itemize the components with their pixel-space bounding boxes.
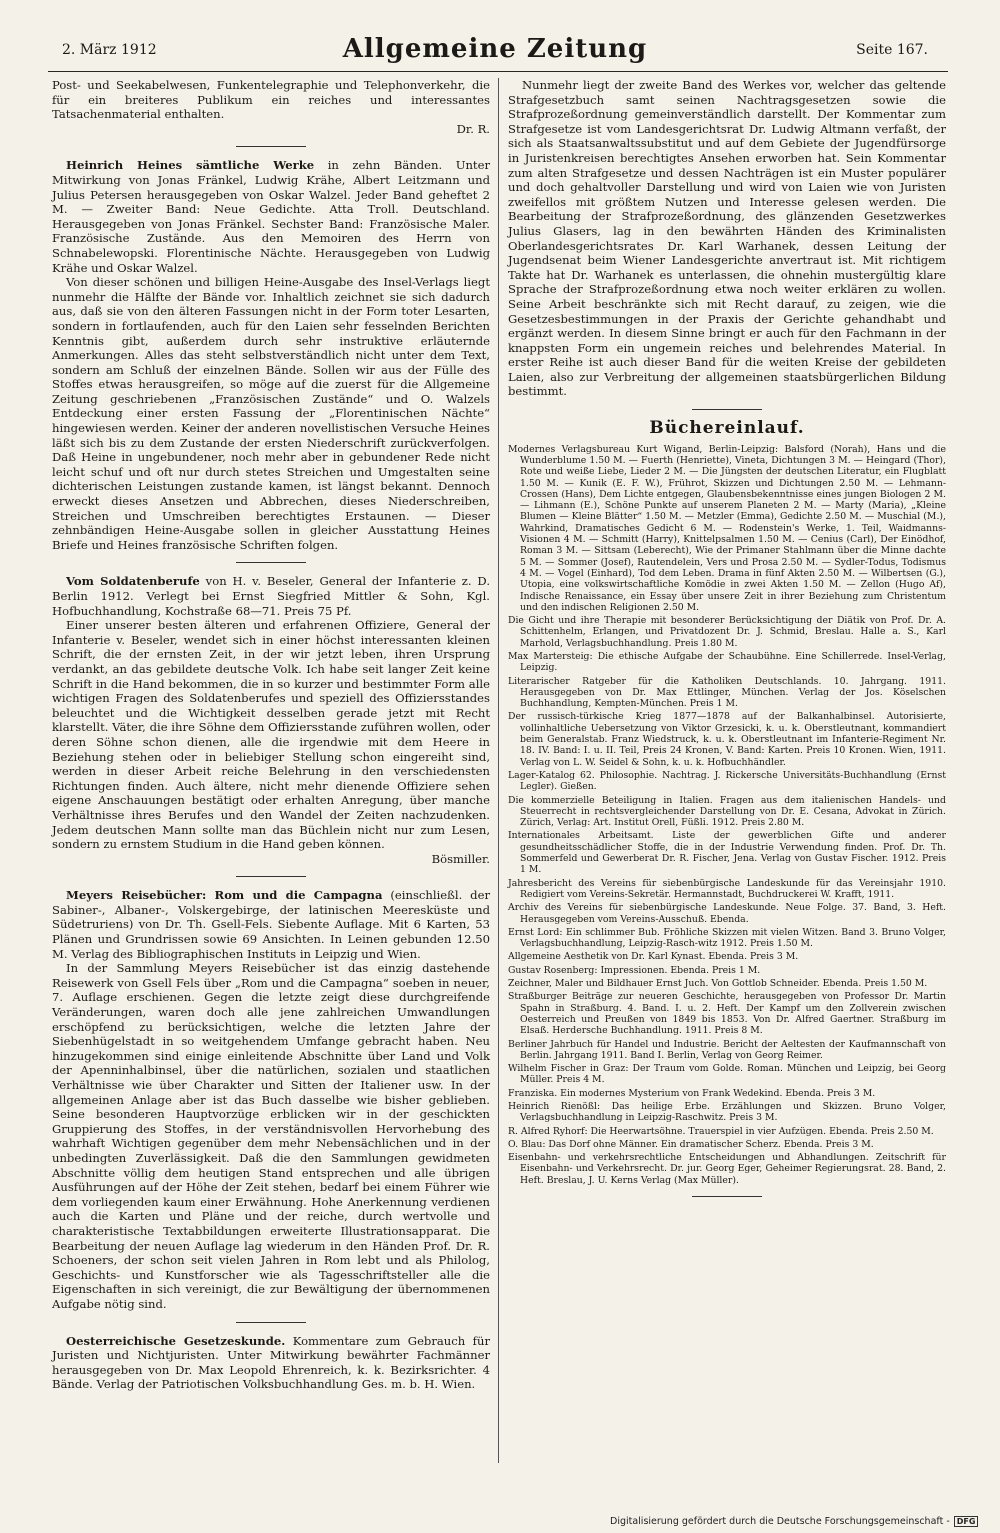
separator (236, 876, 306, 877)
soldat-review-header (52, 574, 490, 618)
soldat-title: Vom Soldatenberufe (66, 574, 200, 589)
book-entry: Die Gicht und ihre Therapie mit besonderer Berücksichtigung der Diätik von Prof. Dr. A. Schittenhelm, Erlangen, und Privatdozent Dr. J. Schmid, Breslau. Halle a. S., Karl Marhold, Verlagsbuchhandlung. Preis 1.80 M. (508, 615, 946, 649)
separator (692, 409, 762, 410)
book-entry: Franziska. Ein modernes Mysterium von Frank Wedekind. Ebenda. Preis 3 M. (508, 1087, 876, 1099)
book-entry: O. Blau: Das Dorf ohne Männer. Ein dramatischer Scherz. Ebenda. Preis 3 M. (508, 1138, 874, 1150)
separator (236, 562, 306, 563)
separator (236, 146, 306, 147)
soldat-review-body: Einer unserer besten älteren und erfahrenen Offiziere, General der Infanterie v. Beseler, wendet sich in einer höchst interessanten kleinen Schrift, die der ernsten Zeit, in der wir jetzt leben, ihren Ursprung verdankt, an das gebildete deutsche Volk. Ich habe seit langer Zeit keine Schrift in die Hand bekommen, die in so kurzer und bestimmter Form alle wichtigen Fragen des Soldatenberufes und speziell des Offiziersstandes beleuchtet und die Wichtigkeit desselben gerade jetzt mit Recht klarstellt. Väter, die ihre Söhne dem Offiziersstande zuführen wollen, oder deren Söhne schon dienen, alle die irgendwie mit dem Heere in Beziehung stehen oder in beliebiger Stellung schon eingereiht sind, werden in dieser Arbeit reiche Belehrung in den verschiedensten Richtungen finden. Auch ältere, nicht mehr dienende Offiziere sehen eigene Anschauungen bestätigt oder erhalten Anregung, über manche Verhältnisse ihres Berufes und den Wandel der Zeiten nachzudenken. Jedem deutschen Mann sollte man das Büchlein nicht nur zum Lesen, sondern zu ernstem Studium in die Hand geben können. (52, 618, 490, 852)
book-entry: Der russisch-türkische Krieg 1877—1878 auf der Balkanhalbinsel. Autorisierte, vollinhaltliche Uebersetzung von Viktor Grzesicki, k. u. k. Oberstleutnant, kommandiert beim Generalstab. Franz Wiedstruck, k. u. k. Oberstleutnant im Infanterie-Regiment Nr. 18. IV. Band: I. u. II. Teil, Preis 24 Kronen, V. Band: Karten. Preis 10 Kronen. Wien, 1911. Verlag von L. W. Seidel & Sohn, k. u. k. Hofbuchhändler. (508, 711, 946, 768)
book-entry: Max Martersteig: Die ethische Aufgabe der Schaubühne. Eine Schillerrede. Insel-Verlag, Leipzig. (508, 651, 946, 674)
oest-review-body: Nunmehr liegt der zweite Band des Werkes vor, welcher das geltende Strafgesetzbuch samt seinen Nachtragsgesetzen sowie die Strafprozeßordnung gemeinverständlich darstellt. Der Kommentar zum Strafgesetze ist vom Landesgerichtsrat Dr. Ludwig Altmann verfaßt, der sich als Staatsanwaltssubstitut und auf dem Gebiete der Jugendfürsorge in Juristenkreisen berechtigtes Ansehen erworben hat. Sein Kommentar zum alten Strafgesetze und dessen Nachträgen ist ein Muster populärer und doch gehaltvoller Darstellung und wird von Laien wie von Juristen zweifellos mit größtem Nutzen und Interesse gelesen werden. Die Bearbeitung der Strafprozeßordnung, des glänzenden Gesetzwerkes Julius Glasers, lag in den bewährten Händen des Kriminalisten Oberlandesgerichtsrates Dr. Karl Warhanek, dessen Leitung der Jugendsenat beim Wiener Landesgerichte anvertraut ist. Mit richtigem Takte hat Dr. Warhanek es unterlassen, die ohnehin mustergültig klare Sprache der Strafprozeßordnung etwa noch weiter erklären zu wollen. Seine Arbeit beschränkte sich mit Recht darauf, zu zeigen, wie die Gesetzesbestimmungen in der Praxis der Gerichte gehandhabt und ergänzt werden. In diesem Sinne bringt er auch für den Fachmann in der knappsten Form ein ungemein reiches und belehrendes Material. In erster Reihe ist auch dieser Band für die weiten Kreise der gebildeten Laien, also zur Verbreitung der allgemeinen staatsbürgerlichen Bildung bestimmt. (508, 78, 946, 399)
page-number: Seite 167. (856, 42, 928, 58)
column-divider (498, 78, 499, 1463)
meyer-review-body: In der Sammlung Meyers Reisebücher ist das einzig dastehende Reisewerk von Gsell Fels über „Rom und die Campagna“ soeben in neuer, 7. Auflage erschienen. Gegen die letzte zeigt diese durchgreifende Veränderungen, waren doch alle jene zahlreichen Umwandlungen erschöpfend zu berücksichtigen, welche die letzten Jahre der Siebenhügelstadt in so weitgehendem Umfange gebracht haben. Neu hinzugekommen sind einige einleitende Abschnitte über Land und Volk der Apenninhalbinsel, über die natürlichen, sozialen und staatlichen Verhältnisse wie über Charakter und Sitten der Italiener usw. In der allgemeinen Anlage aber ist das Buch dasselbe wie bisher geblieben. Seine besonderen Hauptvorzüge erblicken wir in der geschickten Gruppierung des Stoffes, in der verständnisvollen Hervorhebung des wahrhaft Wichtigen gegenüber dem mehr Nebensächlichen und in der unbedingten Zuverlässigkeit. Daß die den Sammlungen gewidmeten Abschnitte völlig dem heutigen Stand entsprechen und alle übrigen Ausführungen auf der Höhe der Zeit stehen, bedarf bei einem Führer wie dem vorliegenden kaum einer Erwähnung. Hohe Anerkennung verdienen auch die Karten und Pläne und der reiche, durch wertvolle und charakteristische Textabbildungen erweiterte Illustrationsapparat. Die Bearbeitung der neuen Auflage lag wiederum in den Händen Prof. Dr. R. Schoeners, der schon seit vielen Jahren in Rom lebt und als Philolog, Geschichts- und Kunstforscher wie als Tagesschriftsteller alle die Eigenschaften in sich vereinigt, die zur Bewältigung der übernommenen Aufgabe nötig sind. (52, 961, 490, 1311)
book-entry: Wilhelm Fischer in Graz: Der Traum vom Golde. Roman. München und Leipzig, bei Georg Müller. Preis 4 M. (508, 1063, 946, 1086)
book-entry: Jahresbericht des Vereins für siebenbürgische Landeskunde für das Vereinsjahr 1910. Redigiert vom Vereins-Sekretär. Hermannstadt, Buchdruckerei W. Krafft, 1911. (508, 877, 946, 900)
book-entry: Die kommerzielle Beteiligung in Italien. Fragen aus dem italienischen Handels- und Steuerrecht in rechtsvergleichender Darstellung von Dr. E. Cesana, Advokat in Zürich. Zürich, Verlag: Art. Institut Orell, Füßli. 1912. Preis 2.80 M. (508, 794, 946, 829)
book-entry: Literarischer Ratgeber für die Katholiken Deutschlands. 10. Jahrgang. 1911. Herausgegeben von Dr. Max Ettlinger, München. Verlag der Jos. Köselschen Buchhandlung, Kempten-München. Preis 1 M. (508, 675, 946, 710)
header-rule (48, 71, 948, 72)
book-list (508, 444, 946, 1186)
separator (692, 1196, 762, 1197)
soldat-signature: Bösmiller. (431, 851, 490, 866)
right-column (508, 78, 946, 1208)
footer-text: Digitalisierung gefördert durch die Deutsche Forschungsgemeinschaft - (610, 1516, 950, 1527)
issue-date: 2. März 1912 (62, 42, 157, 58)
oest-review-header (52, 1334, 490, 1392)
oest-title: Oesterreichische Gesetzeskunde. (66, 1333, 286, 1348)
heine-review-header (52, 158, 490, 275)
digitization-footer (610, 1516, 978, 1527)
book-entry: Eisenbahn- und verkehrsrechtliche Entscheidungen und Abhandlungen. Zeitschrift für Eisenbahn- und Verkehrsrecht. Dr. jur. Georg Eger, Geheimer Regierungsrat. 28. Band, 2. Heft. Breslau, J. U. Kerns Verlag (Max Müller). (508, 1152, 946, 1186)
book-entry: Straßburger Beiträge zur neueren Geschichte, herausgegeben von Professor Dr. Martin Spahn in Straßburg. 4. Band. I. u. 2. Heft. Der Kampf um den Zollverein zwischen Oesterreich und Preußen von 1849 bis 1853. Von Dr. Alfred Gaertner. Straßburg im Elsaß. Herdersche Buchhandlung. 1911. Preis 8 M. (508, 991, 946, 1037)
separator (236, 1322, 306, 1323)
book-entry: Modernes Verlagsbureau Kurt Wigand, Berlin-Leipzig: Balsford (Norah), Hans und die Wunderblume 1.50 M. — Fuerth (Henriette), Vineta, Dichtungen 3 M. — Heingard (Thor), Rote und weiße Liebe, Lieder 2 M. — Die Jüngsten der deutschen Literatur, ein Flugblatt 1.50 M. — Kunik (E. F. W.), Frührot, Skizzen und Dichtungen 2.50 M. — Lehmann-Crossen (Hans), Dem Lichte entgegen, Glaubensbekenntnisse eines jungen Biologen 2 M. — Lihmann (E.), Schöne Punkte auf unserem Planeten 2 M. — Marty (Maria), „Kleine Blumen — Kleine Blätter“ 1.50 M. — Metzler (Emma), Gedichte 2.50 M. — Muschial (M.), Wahrkind, Dramatisches Gedicht 6 M. — Rodenstein's Werke, 1. Teil, Waidmanns-Visionen 4 M. — Schmitt (Harry), Knittelpsalmen 1.50 M. — Cenius (Carl), Der Einödhof, Roman 3 M. — Sittsam (Leberecht), Wie der Primaner Stahlmann über die Minne dachte 5 M. — Sommer (Josef), Rautendelein, Vers und Prosa 2.50 M. — Sydler-Todus, Todismus 4 M. — Vogel (Einhard), Tod dem Leben. Drama in fünf Akten 2.50 M. — Wilbertsen (G.), Utopia, eine volkswirtschaftliche Komödie in zwei Akten 1.50 M. — Zellon (Hugo Af), Indische Renaissance, ein Essay über unsere Zeit in ihrer Beziehung zum Christentum und den indischen Religionen 2.50 M. (508, 443, 946, 613)
oest-bibliography: Kommentare zum Gebrauch für Juristen und Nichtjuristen. Unter Mitwirkung bewährter Fachmänner herausgegeben von Dr. Max Leopold Ehrenreich, k. k. Bezirksrichter. 4 Bände. Verlag der Patriotischen Volksbuchhandlung Ges. m. b. H. Wien. (52, 1333, 490, 1392)
book-entry: Ernst Lord: Ein schlimmer Bub. Fröhliche Skizzen mit vielen Witzen. Band 3. Bruno Volger, Verlagsbuchhandlung, Leipzig-Rasch-witz 1912. Preis 1.50 M. (508, 926, 946, 950)
heine-bibliography: in zehn Bänden. Unter Mitwirkung von Jonas Fränkel, Ludwig Krähe, Albert Leitzmann und Julius Petersen herausgegeben von Oskar Walzel. Jeder Band geheftet 2 M. — Zweiter Band: Neue Gedichte. Atta Troll. Deutschland. Herausgegeben von Jonas Fränkel. Sechster Band: Französische Maler. Französische Zustände. Aus den Memoiren des Herrn von Schnabelewopski. Florentinische Nächte. Herausgegeben von Ludwig Krähe und Oskar Walzel. (52, 158, 490, 275)
book-entry: Archiv des Vereins für siebenbürgische Landeskunde. Neue Folge. 37. Band, 3. Heft. Herausgegeben vom Vereins-Ausschuß. Ebenda. (508, 902, 946, 925)
book-entry: Gustav Rosenberg: Impressionen. Ebenda. Preis 1 M. (508, 964, 761, 976)
soldat-bibliography: von H. v. Beseler, General der Infanterie z. D. Berlin 1912. Verlegt bei Ernst Siegfried Mittler & Sohn, Kgl. Hofbuchhandlung, Kochstraße 68—71. Preis 75 Pf. (52, 574, 491, 618)
newspaper-title: Allgemeine Zeitung (342, 34, 648, 64)
book-entry: Heinrich Rienößl: Das heilige Erbe. Erzählungen und Skizzen. Bruno Volger, Verlagsbuchhandlung in Leipzig-Raschwitz. Preis 3 M. (508, 1100, 946, 1124)
page-header (62, 34, 928, 70)
intro-paragraph: Post- und Seekabelwesen, Funkentelegraphie und Telephonverkehr, die für ein breiteres Publikum ein reiches und interessantes Tatsachenmaterial enthalten. (52, 78, 490, 122)
book-entry: Allgemeine Aesthetik von Dr. Karl Kynast. Ebenda. Preis 3 M. (508, 951, 799, 963)
book-entry: Internationales Arbeitsamt. Liste der gewerblichen Gifte und anderer gesundheitsschädlicher Stoffe, die in der Industrie Verwendung finden. Prof. Dr. Th. Sommerfeld und Gewerberat Dr. R. Fischer, Jena. Verlag von Gustav Fischer. 1912. Preis 1 M. (508, 830, 946, 876)
heine-review-body: Von dieser schönen und billigen Heine-Ausgabe des Insel-Verlags liegt nunmehr die Hälfte der Bände vor. Inhaltlich zeichnet sie sich dadurch aus, daß sie von den älteren Fassungen nicht in der Form toter Lesarten, sondern in fortlaufenden, auch für den Laien sehr fesselnden Berichten Kenntnis gibt, außerdem durch sehr instruktive erläuternde Anmerkungen. Alles das steht selbstverständlich nicht unter dem Text, sondern am Schluß der einzelnen Bände. Sollen wir aus der Fülle des Stoffes etwas herausgreifen, so möge auf die zuerst für die Allgemeine Zeitung geschriebenen „Französischen Zustände“ und O. Walzels Entdeckung einer ersten Fassung der „Florentinischen Nächte“ hingewiesen werden. Keiner der anderen novellistischen Versuche Heines läßt sich bis zu dem Zustande der ersten Niederschrift zurückverfolgen. Daß Heine in ungebundener, noch mehr aber in gebundener Rede nicht leicht schuf und oft nur durch stetes Streichen und Umgestalten seine dichterischen Leistungen zustande kamen, ist längst bekannt. Dennoch erweckt dieses Ansetzen und Abbrechen, dieses Niederschreiben, Streichen und Umschreiben berechtigtes Erstaunen. — Dieser zehnbändigen Heine-Ausgabe sollen in gleicher Ausstattung Heines Briefe und Heines französische Schriften folgen. (52, 275, 490, 552)
heine-title: Heinrich Heines sämtliche Werke (66, 158, 315, 173)
section-title: Büchereinlauf. (649, 418, 805, 439)
dfg-logo: DFG (954, 1516, 979, 1527)
book-entry: Zeichner, Maler und Bildhauer Ernst Juch. Von Gottlob Schneider. Ebenda. Preis 1.50 M. (508, 978, 928, 990)
intro-signature: Dr. R. (456, 121, 490, 136)
meyer-bibliography: (einschließl. der Sabiner-, Albaner-, Volskergebirge, der latinischen Meeresküste und Südetruriens) von Dr. Th. Gsell-Fels. Siebente Auflage. Mit 6 Karten, 53 Plänen und Grundrissen sowie 69 Ansichten. In Leinen gebunden 12.50 M. Verlag des Bibliographischen Instituts in Leipzig und Wien. (52, 888, 490, 961)
book-entry: Berliner Jahrbuch für Handel und Industrie. Bericht der Aeltesten der Kaufmannschaft von Berlin. Jahrgang 1911. Band I. Berlin, Verlag von Georg Reimer. (508, 1038, 946, 1061)
left-column (52, 78, 490, 1392)
meyer-title: Meyers Reisebücher: Rom und die Campagna (66, 888, 383, 903)
book-entry: R. Alfred Ryhorf: Die Heerwartsöhne. Trauerspiel in vier Aufzügen. Ebenda. Preis 2.50 M. (508, 1125, 934, 1137)
meyer-review-header (52, 888, 490, 961)
book-entry: Lager-Katalog 62. Philosophie. Nachtrag. J. Rickersche Universitäts-Buchhandlung (Ernst Legler). Gießen. (508, 769, 946, 793)
